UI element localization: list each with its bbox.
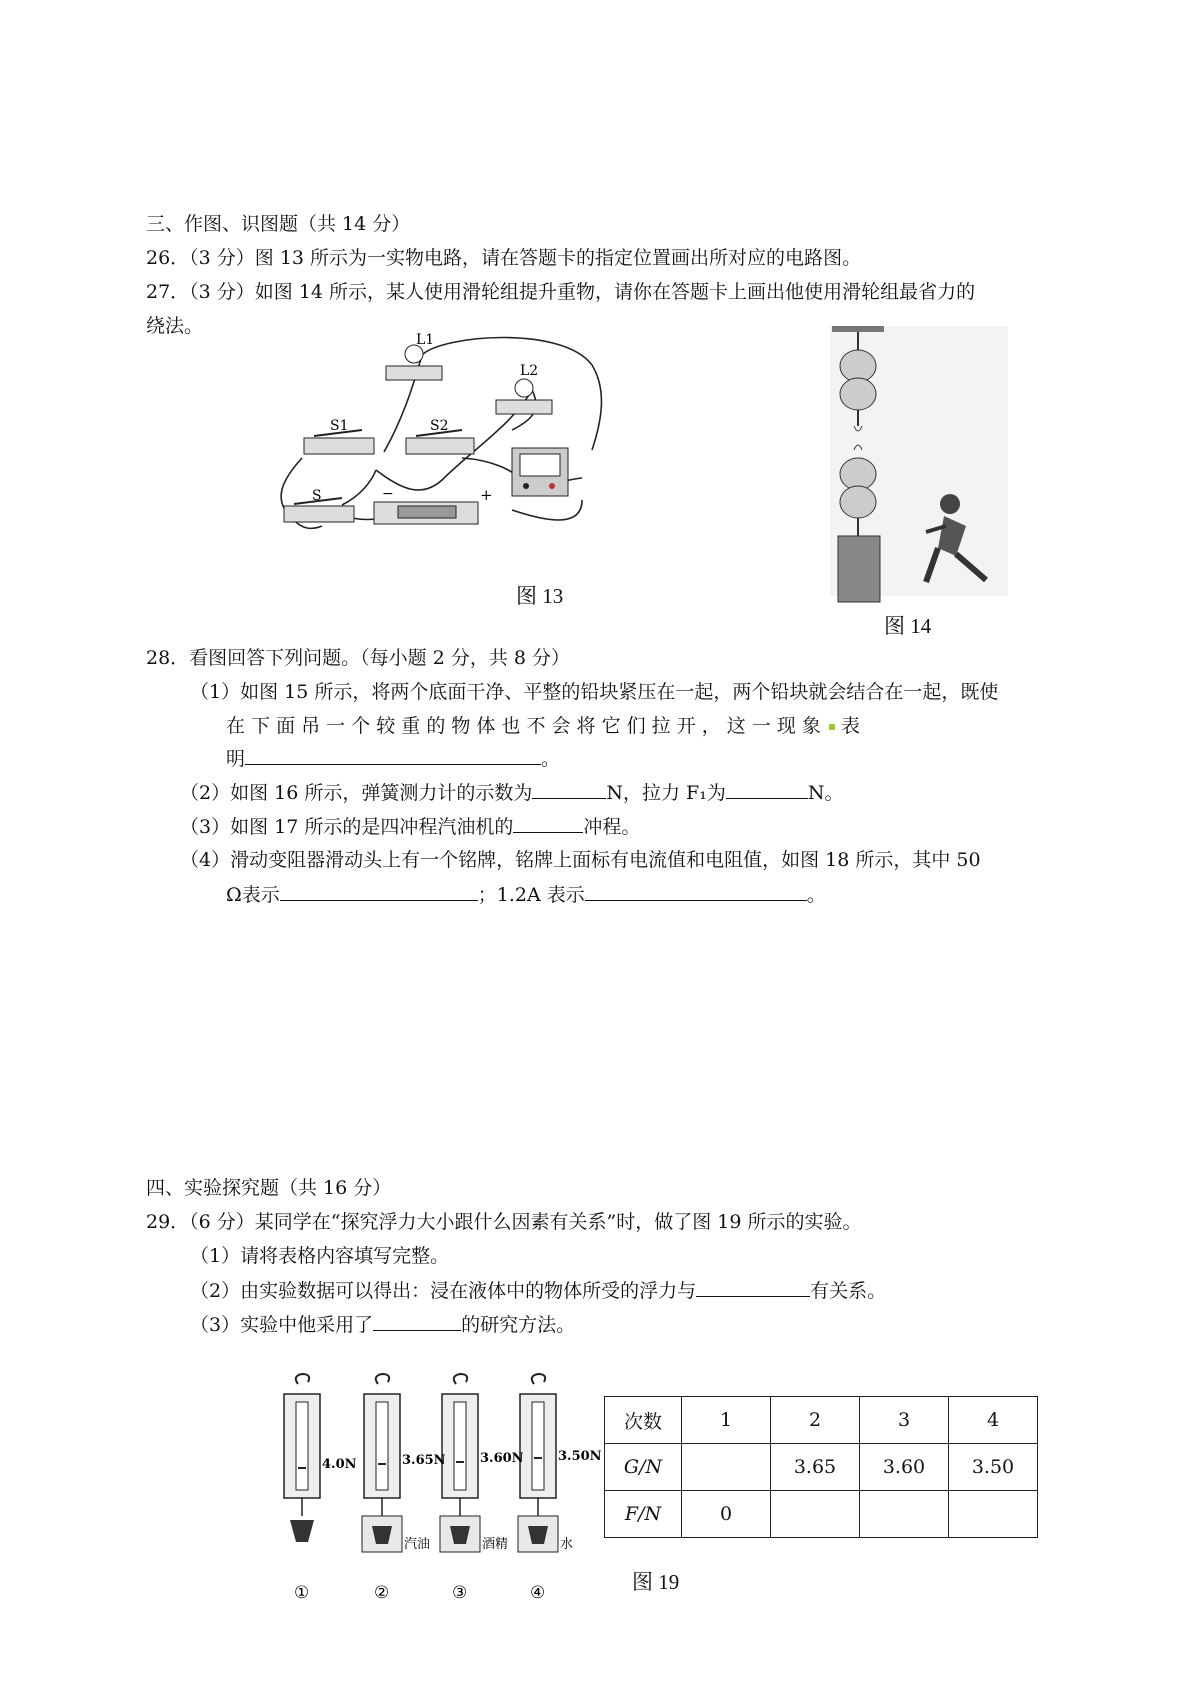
question-27-line2: 绕法。 bbox=[146, 315, 204, 337]
question-28-1-line1: （1）如图 15 所示，将两个底面干净、平整的铅块紧压在一起，两个铅块就会结合在一起，既使 bbox=[190, 681, 999, 703]
table-cell[interactable] bbox=[682, 1444, 771, 1491]
liquid-gasoline: 汽油 bbox=[404, 1537, 431, 1552]
label-s: S bbox=[312, 488, 322, 504]
table-cell: 3.60 bbox=[860, 1444, 949, 1491]
answer-blank-28-4b[interactable] bbox=[585, 882, 807, 901]
reading-4: 3.50N bbox=[558, 1449, 602, 1464]
dot-marker bbox=[829, 724, 835, 730]
label-l1: L1 bbox=[416, 332, 435, 348]
table-cell: 3.65 bbox=[771, 1444, 860, 1491]
answer-blank-28-4a[interactable] bbox=[280, 882, 478, 901]
label-plus: + bbox=[480, 486, 493, 504]
results-table bbox=[604, 1396, 1038, 1538]
reading-3: 3.60N bbox=[480, 1451, 524, 1466]
question-28-stem: 28．看图回答下列问题。（每小题 2 分，共 8 分） bbox=[146, 647, 571, 669]
table-cell: 2 bbox=[771, 1397, 860, 1444]
label-minus: − bbox=[382, 486, 394, 502]
marker-2: ② bbox=[374, 1583, 390, 1603]
label-s1: S1 bbox=[330, 418, 349, 434]
question-29-3-a: （3）实验中他采用了 bbox=[190, 1314, 374, 1336]
figure-19-caption: 图 19 bbox=[632, 1570, 680, 1594]
label-s2: S2 bbox=[430, 418, 449, 434]
question-28-4-c: 。 bbox=[806, 884, 826, 906]
section4-heading: 四、实验探究题（共 16 分） bbox=[146, 1177, 392, 1199]
answer-blank-29-3[interactable] bbox=[373, 1312, 461, 1331]
question-29-3-b: 的研究方法。 bbox=[461, 1314, 576, 1336]
table-row-label: F/N bbox=[605, 1491, 682, 1538]
reading-2: 3.65N bbox=[402, 1453, 446, 1468]
question-28-2 bbox=[180, 780, 843, 805]
question-29-2-a: （2）由实验数据可以得出：浸在液体中的物体所受的浮力与 bbox=[190, 1280, 697, 1302]
question-28-4-line2 bbox=[226, 882, 826, 907]
question-26: 26．（3 分）图 13 所示为一实物电路，请在答题卡的指定位置画出所对应的电路图。 bbox=[146, 247, 862, 269]
question-28-1-line2 bbox=[226, 714, 860, 738]
question-29-2-b: 有关系。 bbox=[810, 1280, 887, 1302]
answer-blank-28-2a[interactable] bbox=[532, 780, 606, 799]
table-cell: 3.50 bbox=[949, 1444, 1038, 1491]
question-28-4-b: ；1.2A 表示 bbox=[477, 884, 585, 906]
question-28-3-a: （3）如图 17 所示的是四冲程汽油机的 bbox=[180, 816, 514, 838]
question-29: 29．（6 分）某同学在“探究浮力大小跟什么因素有关系”时，做了图 19 所示的实验。 bbox=[146, 1211, 862, 1233]
section3-heading: 三、作图、识图题（共 14 分） bbox=[146, 213, 411, 235]
table-row-header bbox=[605, 1397, 1038, 1444]
table-cell: 1 bbox=[682, 1397, 771, 1444]
figure-14-pulley bbox=[828, 326, 1008, 606]
table-row-f bbox=[605, 1491, 1038, 1538]
answer-blank-29-2[interactable] bbox=[696, 1278, 810, 1297]
answer-blank-28-2b[interactable] bbox=[726, 780, 808, 799]
table-cell: 4 bbox=[949, 1397, 1038, 1444]
table-cell: 3 bbox=[860, 1397, 949, 1444]
liquid-alcohol: 酒精 bbox=[482, 1537, 509, 1552]
label-l2: L2 bbox=[520, 363, 539, 379]
marker-4: ④ bbox=[530, 1583, 546, 1603]
table-row-g bbox=[605, 1444, 1038, 1491]
question-28-1-line3-end: 。 bbox=[541, 748, 561, 770]
table-cell[interactable] bbox=[860, 1491, 949, 1538]
answer-blank-28-3[interactable] bbox=[513, 814, 583, 833]
table-cell: 次数 bbox=[605, 1397, 682, 1444]
table-cell: 0 bbox=[682, 1491, 771, 1538]
figure-13-circuit bbox=[282, 330, 622, 540]
marker-1: ① bbox=[294, 1583, 310, 1603]
figure-14-caption: 图 14 bbox=[884, 614, 932, 638]
table-row-label: G/N bbox=[605, 1444, 682, 1491]
question-28-1-line2-text: 在 下 面 吊 一 个 较 重 的 物 体 也 不 会 将 它 们 拉 开 ， 这 一 现 象 bbox=[226, 715, 821, 737]
liquid-water: 水 bbox=[560, 1537, 574, 1552]
question-28-3-b: 冲程。 bbox=[583, 816, 641, 838]
question-28-1-line3 bbox=[226, 746, 560, 771]
question-29-3 bbox=[190, 1312, 575, 1337]
question-28-1-line2-end: 表 bbox=[840, 715, 860, 737]
question-28-2-b: N，拉力 F₁为 bbox=[606, 782, 726, 804]
table-cell[interactable] bbox=[771, 1491, 860, 1538]
question-28-4-a: Ω表示 bbox=[226, 884, 280, 906]
question-28-2-a: （2）如图 16 所示，弹簧测力计的示数为 bbox=[180, 782, 533, 804]
question-28-3 bbox=[180, 814, 640, 839]
reading-1: 4.0N bbox=[322, 1457, 357, 1472]
question-28-2-c: N。 bbox=[807, 782, 844, 804]
question-28-1-line3-start: 明 bbox=[226, 748, 246, 770]
question-28-4-line1: （4）滑动变阻器滑动头上有一个铭牌，铭牌上面标有电流值和电阻值，如图 18 所示，其中 50 bbox=[180, 849, 981, 871]
answer-blank-28-1[interactable] bbox=[245, 746, 541, 765]
marker-3: ③ bbox=[452, 1583, 468, 1603]
figure-13-caption: 图 13 bbox=[516, 584, 564, 608]
question-29-1: （1）请将表格内容填写完整。 bbox=[190, 1245, 450, 1267]
question-29-2 bbox=[190, 1278, 886, 1303]
table-cell[interactable] bbox=[949, 1491, 1038, 1538]
figure-19-scales bbox=[276, 1376, 606, 1606]
question-27-line1: 27．（3 分）如图 14 所示，某人使用滑轮组提升重物，请你在答题卡上画出他使用滑轮组最省力的 bbox=[146, 281, 976, 303]
